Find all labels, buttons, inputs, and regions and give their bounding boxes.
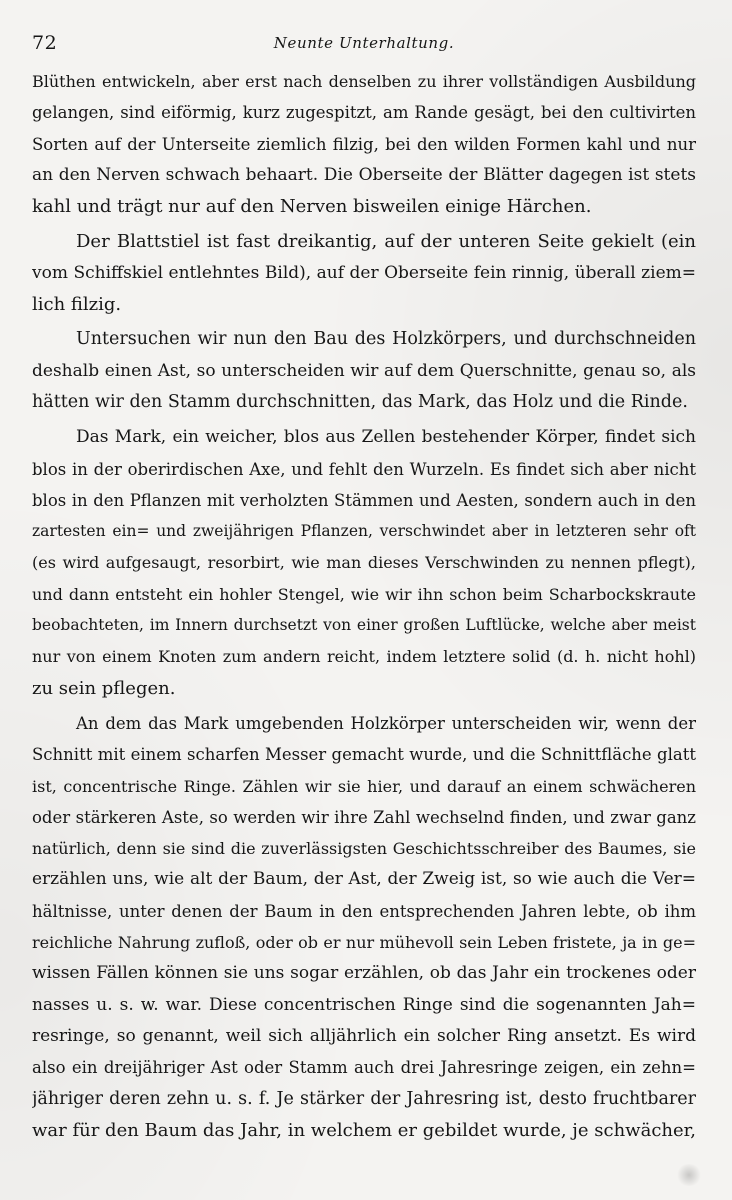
text-line: Schnitt mit einem scharfen Messer gemacht wurde, und die Schnittfläche glatt <box>32 745 696 765</box>
text-line: nur von einem Knoten zum andern reicht, indem letztere solid (d. h. nicht hohl) <box>32 647 696 667</box>
text-line: nasses u. s. w. war. Diese concentrischen Ringe sind die sogenannten Jah= <box>32 994 696 1015</box>
text-line: kahl und trägt nur auf den Nerven bisweilen einige Härchen. <box>32 196 592 218</box>
text-line: blos in den Pflanzen mit verholzten Stämmen und Aesten, sondern auch in den <box>32 490 696 510</box>
text-line: erzählen uns, wie alt der Baum, der Ast, der Zweig ist, so wie auch die Ver= <box>32 869 696 890</box>
body-text <box>32 66 696 1146</box>
text-line: gelangen, sind eiförmig, kurz zugespitzt, am Rande gesägt, bei den cultivirten <box>32 103 696 123</box>
text-line: natürlich, denn sie sind die zuverlässigsten Geschichtsschreiber des Baumes, sie <box>32 839 696 859</box>
text-line: vom Schiffskiel entlehntes Bild), auf der Oberseite fein rinnig, überall ziem= <box>32 262 696 283</box>
paragraph <box>32 324 696 418</box>
text-line: also ein dreijähriger Ast oder Stamm auch drei Jahresringe zeigen, ein zehn= <box>32 1058 696 1078</box>
text-line: Untersuchen wir nun den Bau des Holzkörpers, und durchschneiden <box>76 329 696 350</box>
text-line: oder stärkeren Aste, so werden wir ihre Zahl wechselnd finden, und zwar ganz <box>32 807 696 827</box>
text-line: An dem das Mark umgebenden Holzkörper unterscheiden wir, wenn der <box>76 713 696 733</box>
paragraph <box>32 226 696 320</box>
text-line: Blüthen entwickeln, aber erst nach denselben zu ihrer vollständigen Ausbildung <box>32 72 696 91</box>
paragraph <box>32 422 696 704</box>
text-line: und dann entsteht ein hohler Stengel, wie wir ihn schon beim Scharbockskraute <box>32 584 696 604</box>
paragraph <box>32 66 696 222</box>
text-line: Sorten auf der Unterseite ziemlich filzig, bei den wilden Formen kahl und nur <box>32 134 696 154</box>
text-line: reichliche Nahrung zufloß, oder ob er nur mühevoll sein Leben fristete, ja in ge= <box>32 933 696 953</box>
text-line: blos in der oberirdischen Axe, und fehlt den Wurzeln. Es findet sich aber nicht <box>32 459 696 479</box>
text-line: beobachteten, im Innern durchsetzt von einer großen Luftlücke, welche aber meist <box>32 616 696 635</box>
text-line: Das Mark, ein weicher, blos aus Zellen bestehender Körper, findet sich <box>76 427 696 448</box>
text-line: wissen Fällen können sie uns sogar erzählen, ob das Jahr ein trockenes oder <box>32 963 696 984</box>
page-number: 72 <box>32 32 58 54</box>
text-line: jähriger deren zehn u. s. f. Je stärker der Jahresring ist, desto fruchtbarer <box>32 1088 696 1109</box>
text-line: (es wird aufgesaugt, resorbirt, wie man dieses Verschwinden zu nennen pflegt), <box>32 553 696 573</box>
paragraph <box>32 708 696 1146</box>
text-line: war für den Baum das Jahr, in welchem er gebildet wurde, je schwächer, <box>32 1119 696 1141</box>
paper-smudge <box>676 1164 702 1186</box>
text-line: hältnisse, unter denen der Baum in den entsprechenden Jahren lebte, ob ihm <box>32 901 696 921</box>
text-line: zu sein pflegen. <box>32 677 176 699</box>
text-line: ist, concentrische Ringe. Zählen wir sie hier, und darauf an einem schwächeren <box>32 776 696 796</box>
text-line: zartesten ein= und zweijährigen Pflanzen, verschwindet aber in letzteren sehr oft <box>32 522 696 541</box>
text-line: lich filzig. <box>32 294 122 316</box>
text-line: resringe, so genannt, weil sich alljährlich ein solcher Ring ansetzt. Es wird <box>32 1025 696 1046</box>
text-line: deshalb einen Ast, so unterscheiden wir auf dem Querschnitte, genau so, als <box>32 360 696 381</box>
page-header <box>32 30 696 58</box>
running-title: Neunte Unterhaltung. <box>273 34 455 52</box>
text-line: Der Blattstiel ist fast dreikantig, auf der unteren Seite gekielt (ein <box>76 231 696 253</box>
text-line: hätten wir den Stamm durchschnitten, das Mark, das Holz und die Rinde. <box>32 391 688 412</box>
text-line: an den Nerven schwach behaart. Die Oberseite der Blätter dagegen ist stets <box>32 164 696 185</box>
